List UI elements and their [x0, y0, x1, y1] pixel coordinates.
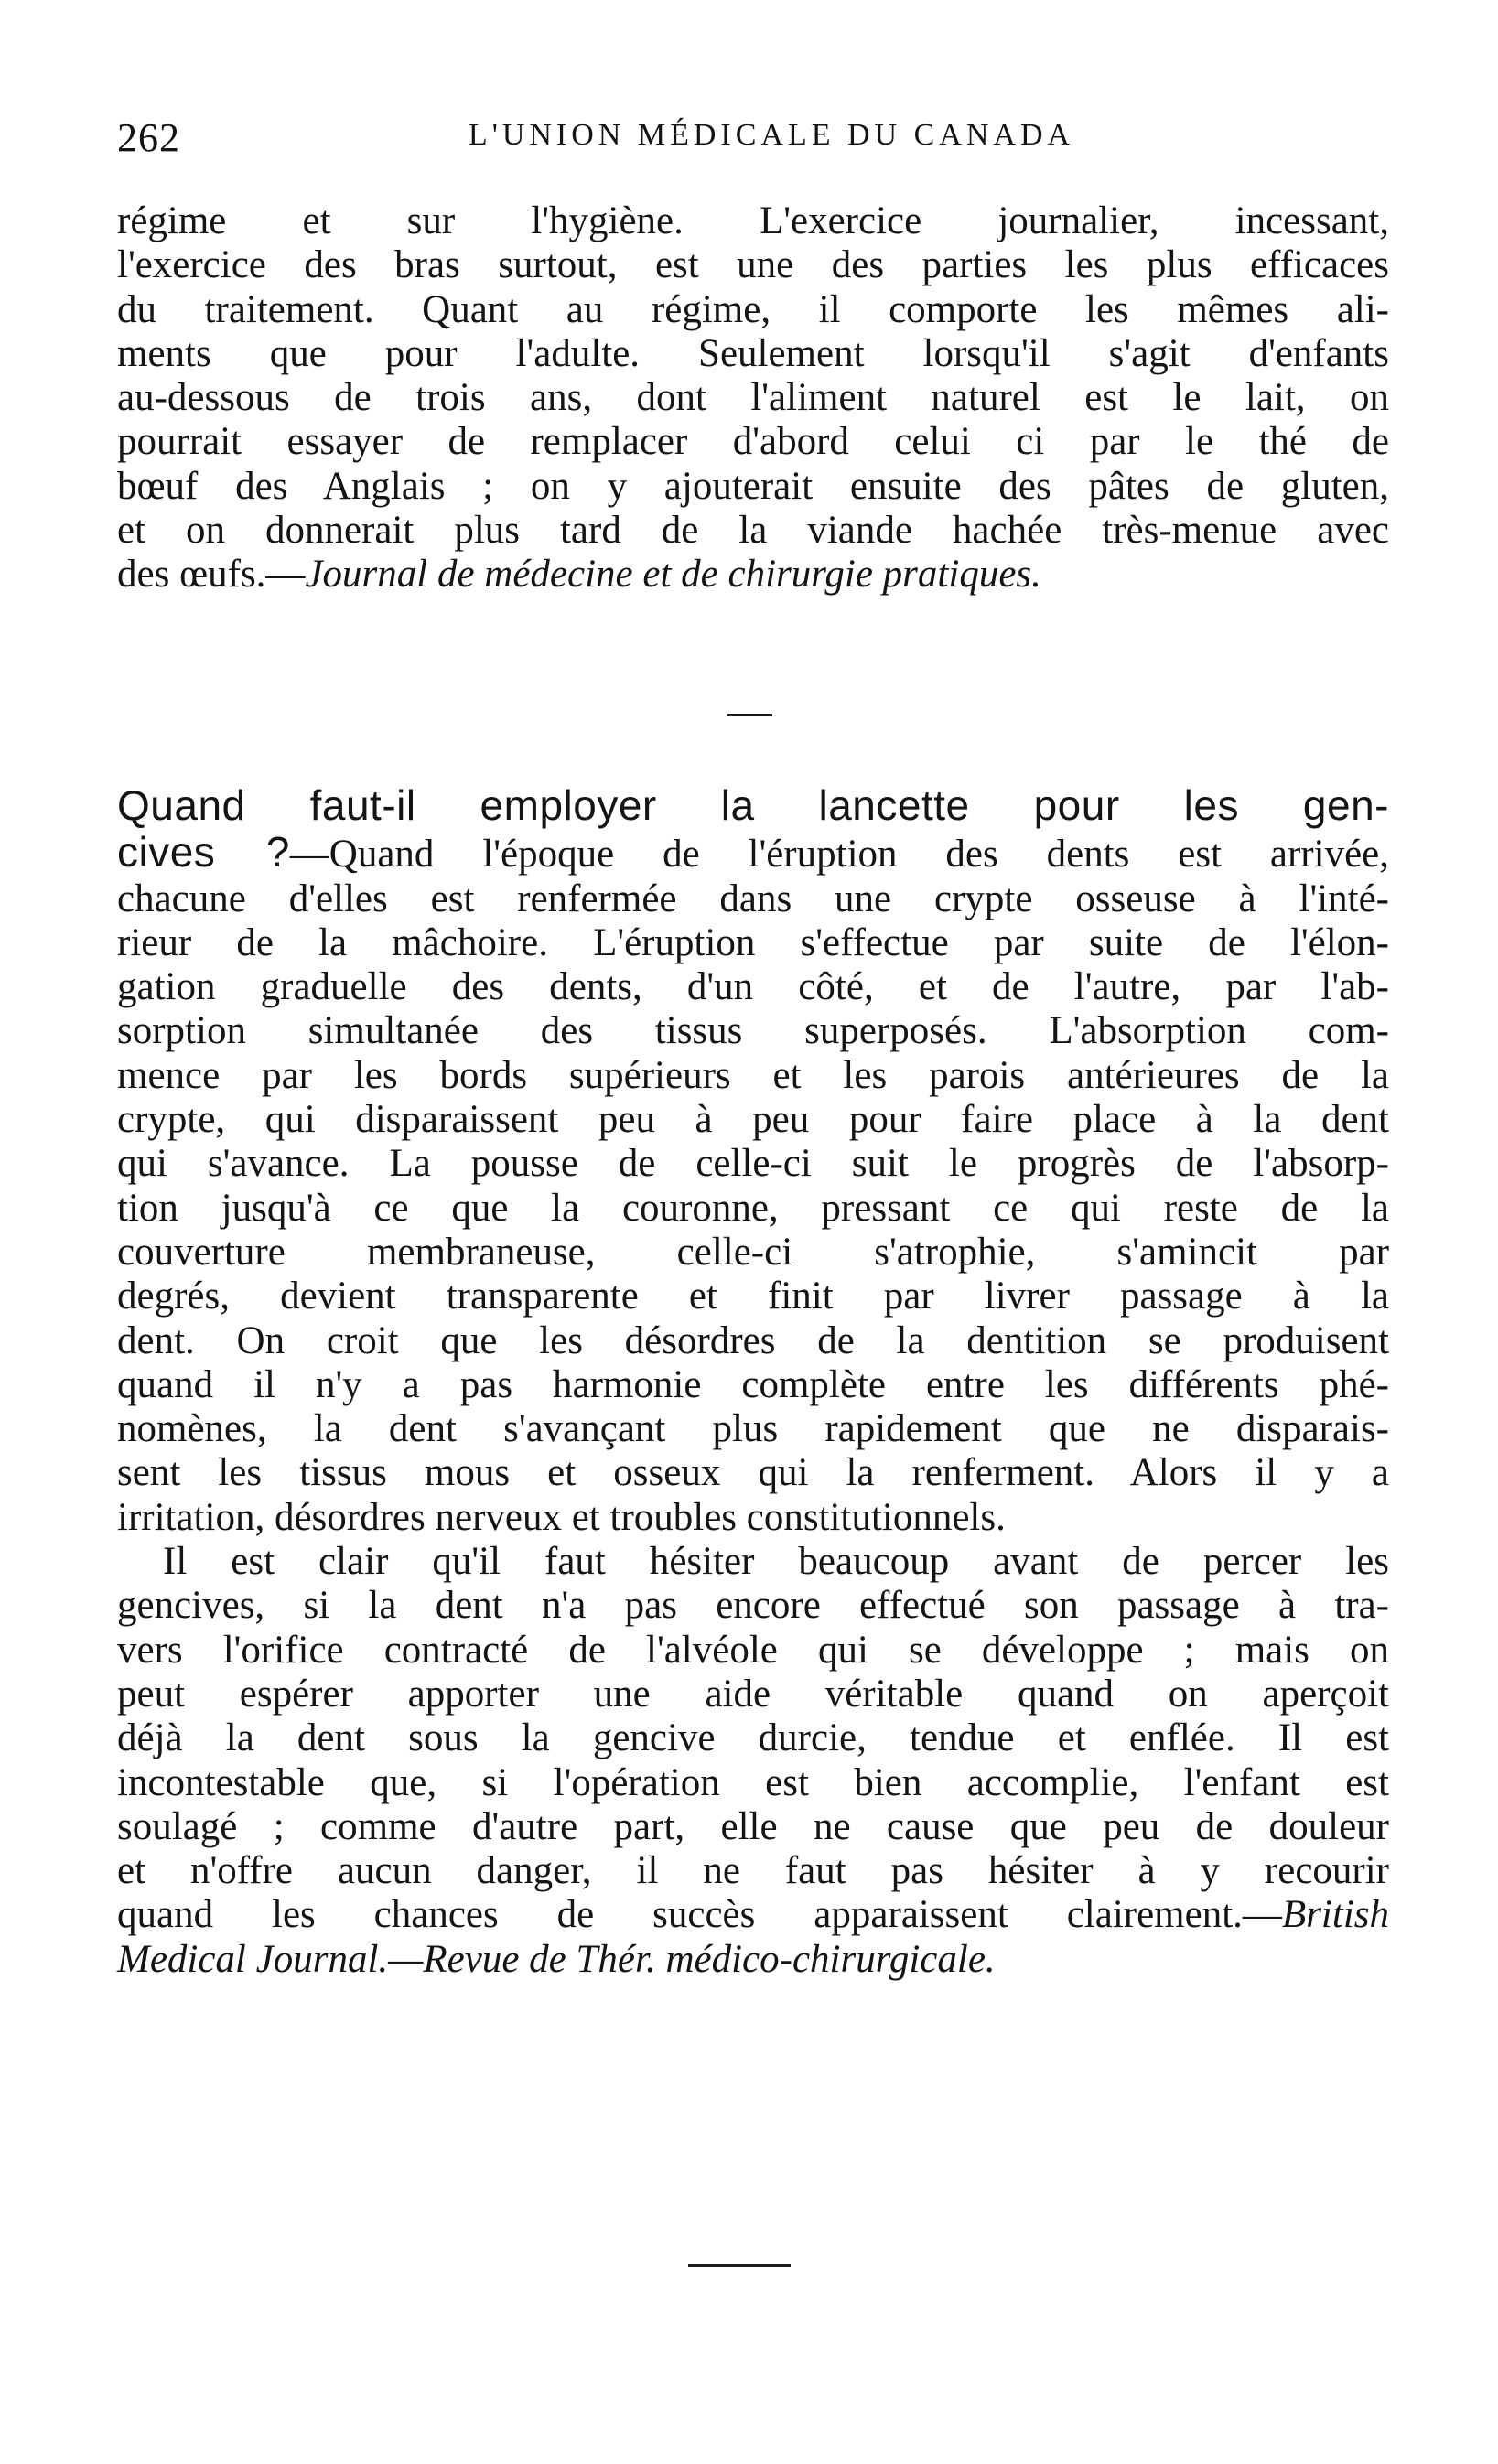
text-line: crypte, qui disparaissent peu à peu pour faire place à la dent	[117, 1098, 1389, 1142]
text-line: gation graduelle des dents, d'un côté, et de l'autre, par l'ab-	[117, 965, 1389, 1009]
text-line	[117, 830, 1389, 877]
text-line: couverture membraneuse, celle-ci s'atrophie, s'amincit par	[117, 1230, 1389, 1274]
text-line: régime et sur l'hygiène. L'exercice journalier, incessant,	[117, 199, 1389, 242]
text-line: quand il n'y a pas harmonie complète entre les différents phé-	[117, 1362, 1389, 1406]
text-line	[117, 553, 1389, 597]
text-line: dent. On croit que les désordres de la dentition se produisent	[117, 1318, 1389, 1362]
paragraph	[117, 1540, 1389, 1982]
section-title-continuation: cives ?	[117, 828, 290, 877]
text-line: vers l'orifice contracté de l'alvéole qui se développe ; mais on	[117, 1628, 1389, 1672]
text-line: incontestable que, si l'opération est bien accomplie, l'enfant est	[117, 1760, 1389, 1804]
text-line: au-dessous de trois ans, dont l'aliment naturel est le lait, on	[117, 376, 1389, 420]
end-divider	[688, 2264, 791, 2267]
text-line	[117, 783, 1389, 830]
paragraph	[117, 199, 1389, 597]
text-line: gencives, si la dent n'a pas encore effectué son passage à tra-	[117, 1584, 1389, 1628]
text-line: ments que pour l'adulte. Seulement lorsqu'il s'agit d'enfants	[117, 331, 1389, 375]
text-line: mence par les bords supérieurs et les parois antérieures de la	[117, 1053, 1389, 1097]
section-divider	[727, 714, 772, 716]
article-lancette	[117, 783, 1389, 1982]
text-line: bœuf des Anglais ; on y ajouterait ensuite des pâtes de gluten,	[117, 464, 1389, 508]
page-number: 262	[117, 115, 180, 160]
text-line: qui s'avance. La pousse de celle-ci suit le progrès de l'absorp-	[117, 1142, 1389, 1186]
article-continuation	[117, 199, 1389, 597]
text-line: soulagé ; comme d'autre part, elle ne cause que peu de douleur	[117, 1804, 1389, 1848]
text-line: degrés, devient transparente et finit par livrer passage à la	[117, 1275, 1389, 1318]
source-citation-line: Medical Journal.—Revue de Thér. médico-chirurgicale.	[117, 1937, 996, 1981]
section-title: Quand faut-il employer la lancette pour les gen-	[117, 781, 1389, 829]
text-line: sorption simultanée des tissus superposés. L'absorption com-	[117, 1009, 1389, 1053]
text-line: pourrait essayer de remplacer d'abord celui ci par le thé de	[117, 420, 1389, 464]
text-line: peut espérer apporter une aide véritable quand on aperçoit	[117, 1672, 1389, 1716]
text-line: chacune d'elles est renfermée dans une crypte osseuse à l'inté-	[117, 877, 1389, 920]
text-line: tion jusqu'à ce que la couronne, pressant ce qui reste de la	[117, 1186, 1389, 1230]
text-fragment: —Quand l'époque de l'éruption des dents est arrivée,	[289, 833, 1389, 877]
text-line: et on donnerait plus tard de la viande hachée très-menue avec	[117, 509, 1389, 553]
text-line	[117, 1893, 1389, 1937]
running-title: L'UNION MÉDICALE DU CANADA	[468, 118, 1075, 152]
page-header	[117, 114, 1389, 169]
source-citation: Journal de médecine et de chirurgie pratiques.	[305, 553, 1041, 597]
text-line: Il est clair qu'il faut hésiter beaucoup avant de percer les	[163, 1540, 1389, 1584]
paragraph	[117, 783, 1389, 1540]
text-line: sent les tissus mous et osseux qui la renferment. Alors il y a	[117, 1451, 1389, 1495]
text-fragment: quand les chances de succès apparaissent clairement.—	[117, 1893, 1282, 1937]
text-line: l'exercice des bras surtout, est une des parties les plus efficaces	[117, 243, 1389, 287]
text-line: et n'offre aucun danger, il ne faut pas hésiter à y recourir	[117, 1849, 1389, 1893]
source-citation: British	[1281, 1893, 1389, 1937]
text-fragment: des œufs.—	[117, 553, 306, 597]
text-line: irritation, désordres nerveux et troubles constitutionnels.	[117, 1495, 1006, 1539]
text-line: du traitement. Quant au régime, il comporte les mêmes ali-	[117, 287, 1389, 331]
text-line: déjà la dent sous la gencive durcie, tendue et enflée. Il est	[117, 1716, 1389, 1760]
text-line: nomènes, la dent s'avançant plus rapidement que ne disparais-	[117, 1407, 1389, 1451]
text-line: rieur de la mâchoire. L'éruption s'effectue par suite de l'élon-	[117, 920, 1389, 964]
